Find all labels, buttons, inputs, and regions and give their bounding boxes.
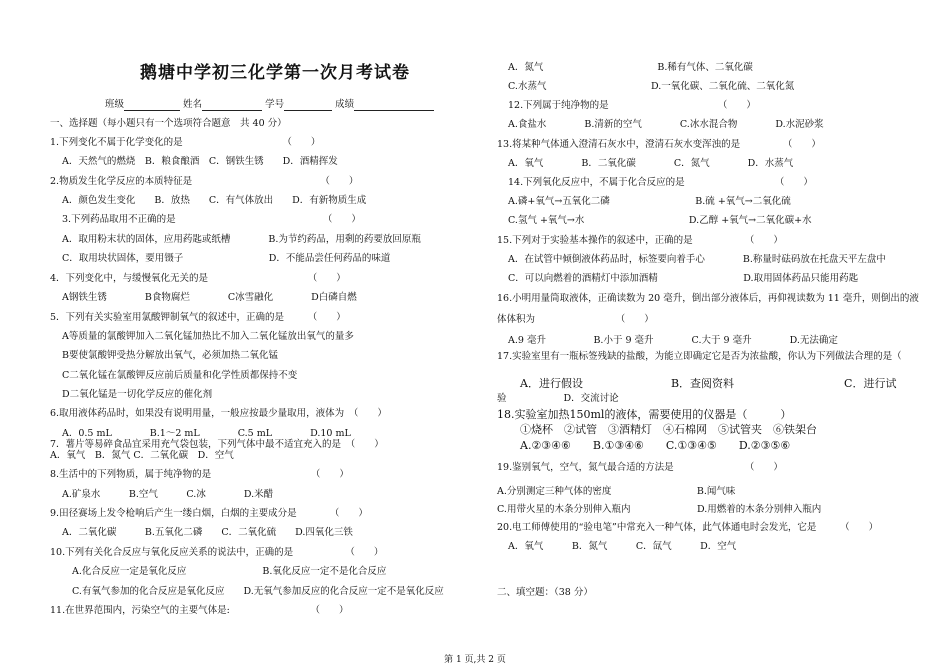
question-12: 12.下列属于纯净物的是 （ ） (508, 100, 756, 111)
question-8: 8.生活中的下列物质，属于纯净物的是 （ ） (50, 469, 349, 480)
student-info-line (105, 99, 434, 111)
question-20-options: A．氧气 B．氮气 C．氙气 D．空气 (508, 541, 737, 552)
question-15-options-ab: A．在试管中倾倒液体药品时，标签要向着手心 B.称量时砝码放在托盘天平左盘中 (508, 254, 886, 265)
question-19-options-ab: A.分别测定三种气体的密度 B.闻气味 (497, 486, 736, 497)
question-11-options-cd: C.水蒸气 D.一氧化碳、二氧化硫、二氧化氮 (508, 81, 795, 92)
question-16-options: A.9 毫升 B.小于 9 毫升 C.大于 9 毫升 D.无法确定 (508, 335, 838, 346)
question-20: 20.电工师傅使用的“验电笔”中常充入一种气体，此气体通电时会发光，它是 （ ） (497, 522, 879, 533)
question-16-line-1: 16.小明用量筒取液体，正确读数为 20 毫升，倒出部分液体后，再仰视读数为 11 毫升，则倒出的液 (497, 293, 919, 304)
question-14-options-ab: A.磷+氧气→五氧化二磷 B.硫 +氧气→二氧化硫 (508, 196, 791, 207)
question-9: 9.田径赛场上发令枪响后产生一缕白烟，白烟的主要成分是 （ ） (50, 508, 368, 519)
question-5: 5．下列有关实验室用氯酸钾制氧气的叙述中，正确的是 （ ） (50, 312, 346, 323)
question-5-option-d: D二氧化锰是一切化学反应的催化剂 (62, 389, 213, 400)
question-14: 14.下列氧化反应中，不属于化合反应的是 （ ） (508, 177, 813, 188)
question-6-options: A．0.5 mL B.1～2 mL C.5 mL D.10 mL (62, 428, 351, 439)
question-4: 4．下列变化中，与缓慢氧化无关的是 （ ） (50, 273, 346, 284)
question-7: 7．薯片等易碎食品宜采用充气袋包装，下列气体中最不适宜充入的是 （ ） (50, 439, 384, 450)
question-10-options-cd: C.有氧气参加的化合反应是氧化反应 D.无氧气参加反应的化合反应一定不是氧化反应 (72, 586, 444, 597)
question-16-line-2: 体体积为 （ ） (497, 314, 654, 325)
question-18-items: ①烧杯 ②试管 ③酒精灯 ④石棉网 ⑤试管夹 ⑥铁架台 (520, 423, 817, 436)
question-2: 2.物质发生化学反应的本质特征是 （ ） (50, 176, 359, 187)
question-5-option-a: A等质量的氯酸钾加入二氧化锰加热比不加入二氧化锰放出氧气的量多 (62, 331, 354, 342)
question-11: 11.在世界范围内，污染空气的主要气体是: （ ） (50, 605, 349, 616)
question-3: 3.下列药品取用不正确的是 （ ） (62, 214, 361, 225)
class-label: 班级 (105, 99, 125, 110)
question-18: 18.实验室加热150ml的液体，需要使用的仪器是（ ） (497, 408, 792, 421)
page-title: 鹅塘中学初三化学第一次月考试卷 (140, 63, 410, 83)
question-19-options-cd: C.用带火星的木条分别伸入瓶内 D.用燃着的木条分别伸入瓶内 (497, 504, 822, 515)
score-blank[interactable] (354, 100, 434, 111)
question-15: 15.下列对于实验基本操作的叙述中，正确的是 （ ） (497, 235, 783, 246)
score-label: 成绩 (335, 99, 355, 110)
question-13: 13.将某种气体通入澄清石灰水中，澄清石灰水变浑浊的是 （ ） (497, 139, 821, 150)
question-17-options-line-2: 验 D．交流讨论 (497, 393, 619, 404)
id-label: 学号 (265, 99, 285, 110)
question-3-options-cd: C．取用块状固体，要用镊子 D．不能品尝任何药品的味道 (62, 253, 391, 264)
question-1-options: A．天然气的燃烧 B．粮食酿酒 C．钢铁生锈 D．酒精挥发 (62, 156, 338, 167)
page-footer: 第 1 页,共 2 页 (444, 655, 506, 665)
question-13-options: A．氧气 B．二氧化碳 C．氮气 D．水蒸气 (508, 158, 794, 169)
question-1: 1.下列变化不属于化学变化的是 （ ） (50, 137, 321, 148)
question-9-options: A．二氧化碳 B.五氧化二磷 C．二氧化硫 D.四氧化三铁 (62, 527, 353, 538)
question-4-options: A钢铁生锈 B食物腐烂 C冰雪融化 D白磷自燃 (62, 292, 357, 303)
question-14-options-cd: C.氢气 +氧气→水 D.乙醇 +氧气→二氧化碳+水 (508, 215, 812, 226)
section-2-header: 二、填空题：（38 分） (497, 587, 593, 598)
question-6: 6.取用液体药品时，如果没有说明用量，一般应按最少量取用，液体为 （ ） (50, 408, 387, 419)
id-blank[interactable] (284, 100, 332, 111)
question-8-options: A.矿泉水 B.空气 C.冰 D.米醋 (62, 489, 274, 500)
question-10: 10.下列有关化合反应与氧化反应关系的说法中，正确的是 （ ） (50, 547, 384, 558)
question-17: 17.实验室里有一瓶标签残缺的盐酸，为能立即确定它是否为浓盐酸，你认为下列做法合理的是（ (497, 351, 902, 362)
question-11-options-ab: A．氮气 B.稀有气体、二氧化碳 (508, 62, 753, 73)
question-5-option-b: B要使氯酸钾受热分解放出氧气，必须加热二氧化锰 (62, 350, 278, 361)
question-2-options: A．颜色发生变化 B．放热 C．有气体放出 D．有新物质生成 (62, 195, 367, 206)
question-10-options-ab: A.化合反应一定是氧化反应 B.氧化反应一定不是化合反应 (72, 566, 387, 577)
question-12-options: A.食盐水 B.清新的空气 C.冰水混合物 D.水泥砂浆 (508, 119, 824, 130)
question-5-option-c: C二氧化锰在氯酸钾反应前后质量和化学性质都保持不变 (62, 370, 298, 381)
question-15-options-cd: C．可以向燃着的酒精灯中添加酒精 D.取用固体药品只能用药匙 (508, 273, 859, 284)
name-blank[interactable] (202, 100, 262, 111)
question-3-options-ab: A．取用粉末状的固体，应用药匙或纸槽 B.为节约药品，用剩的药要放回原瓶 (62, 234, 421, 245)
question-19: 19.鉴别氧气，空气，氮气最合适的方法是 （ ） (497, 462, 783, 473)
class-blank[interactable] (124, 100, 180, 111)
question-17-options-line-1: A．进行假设 B．查阅资料 C．进行试 (520, 377, 897, 390)
question-7-options: A．氧气 B．氮气 C．二氧化碳 D．空气 (50, 450, 234, 461)
question-18-options: A.②③④⑥ B.①③④⑥ C.①③④⑤ D.②③⑤⑥ (520, 439, 791, 452)
section-1-header: 一、选择题（每小题只有一个选项符合题意 共 40 分） (50, 118, 287, 129)
name-label: 姓名 (183, 99, 203, 110)
